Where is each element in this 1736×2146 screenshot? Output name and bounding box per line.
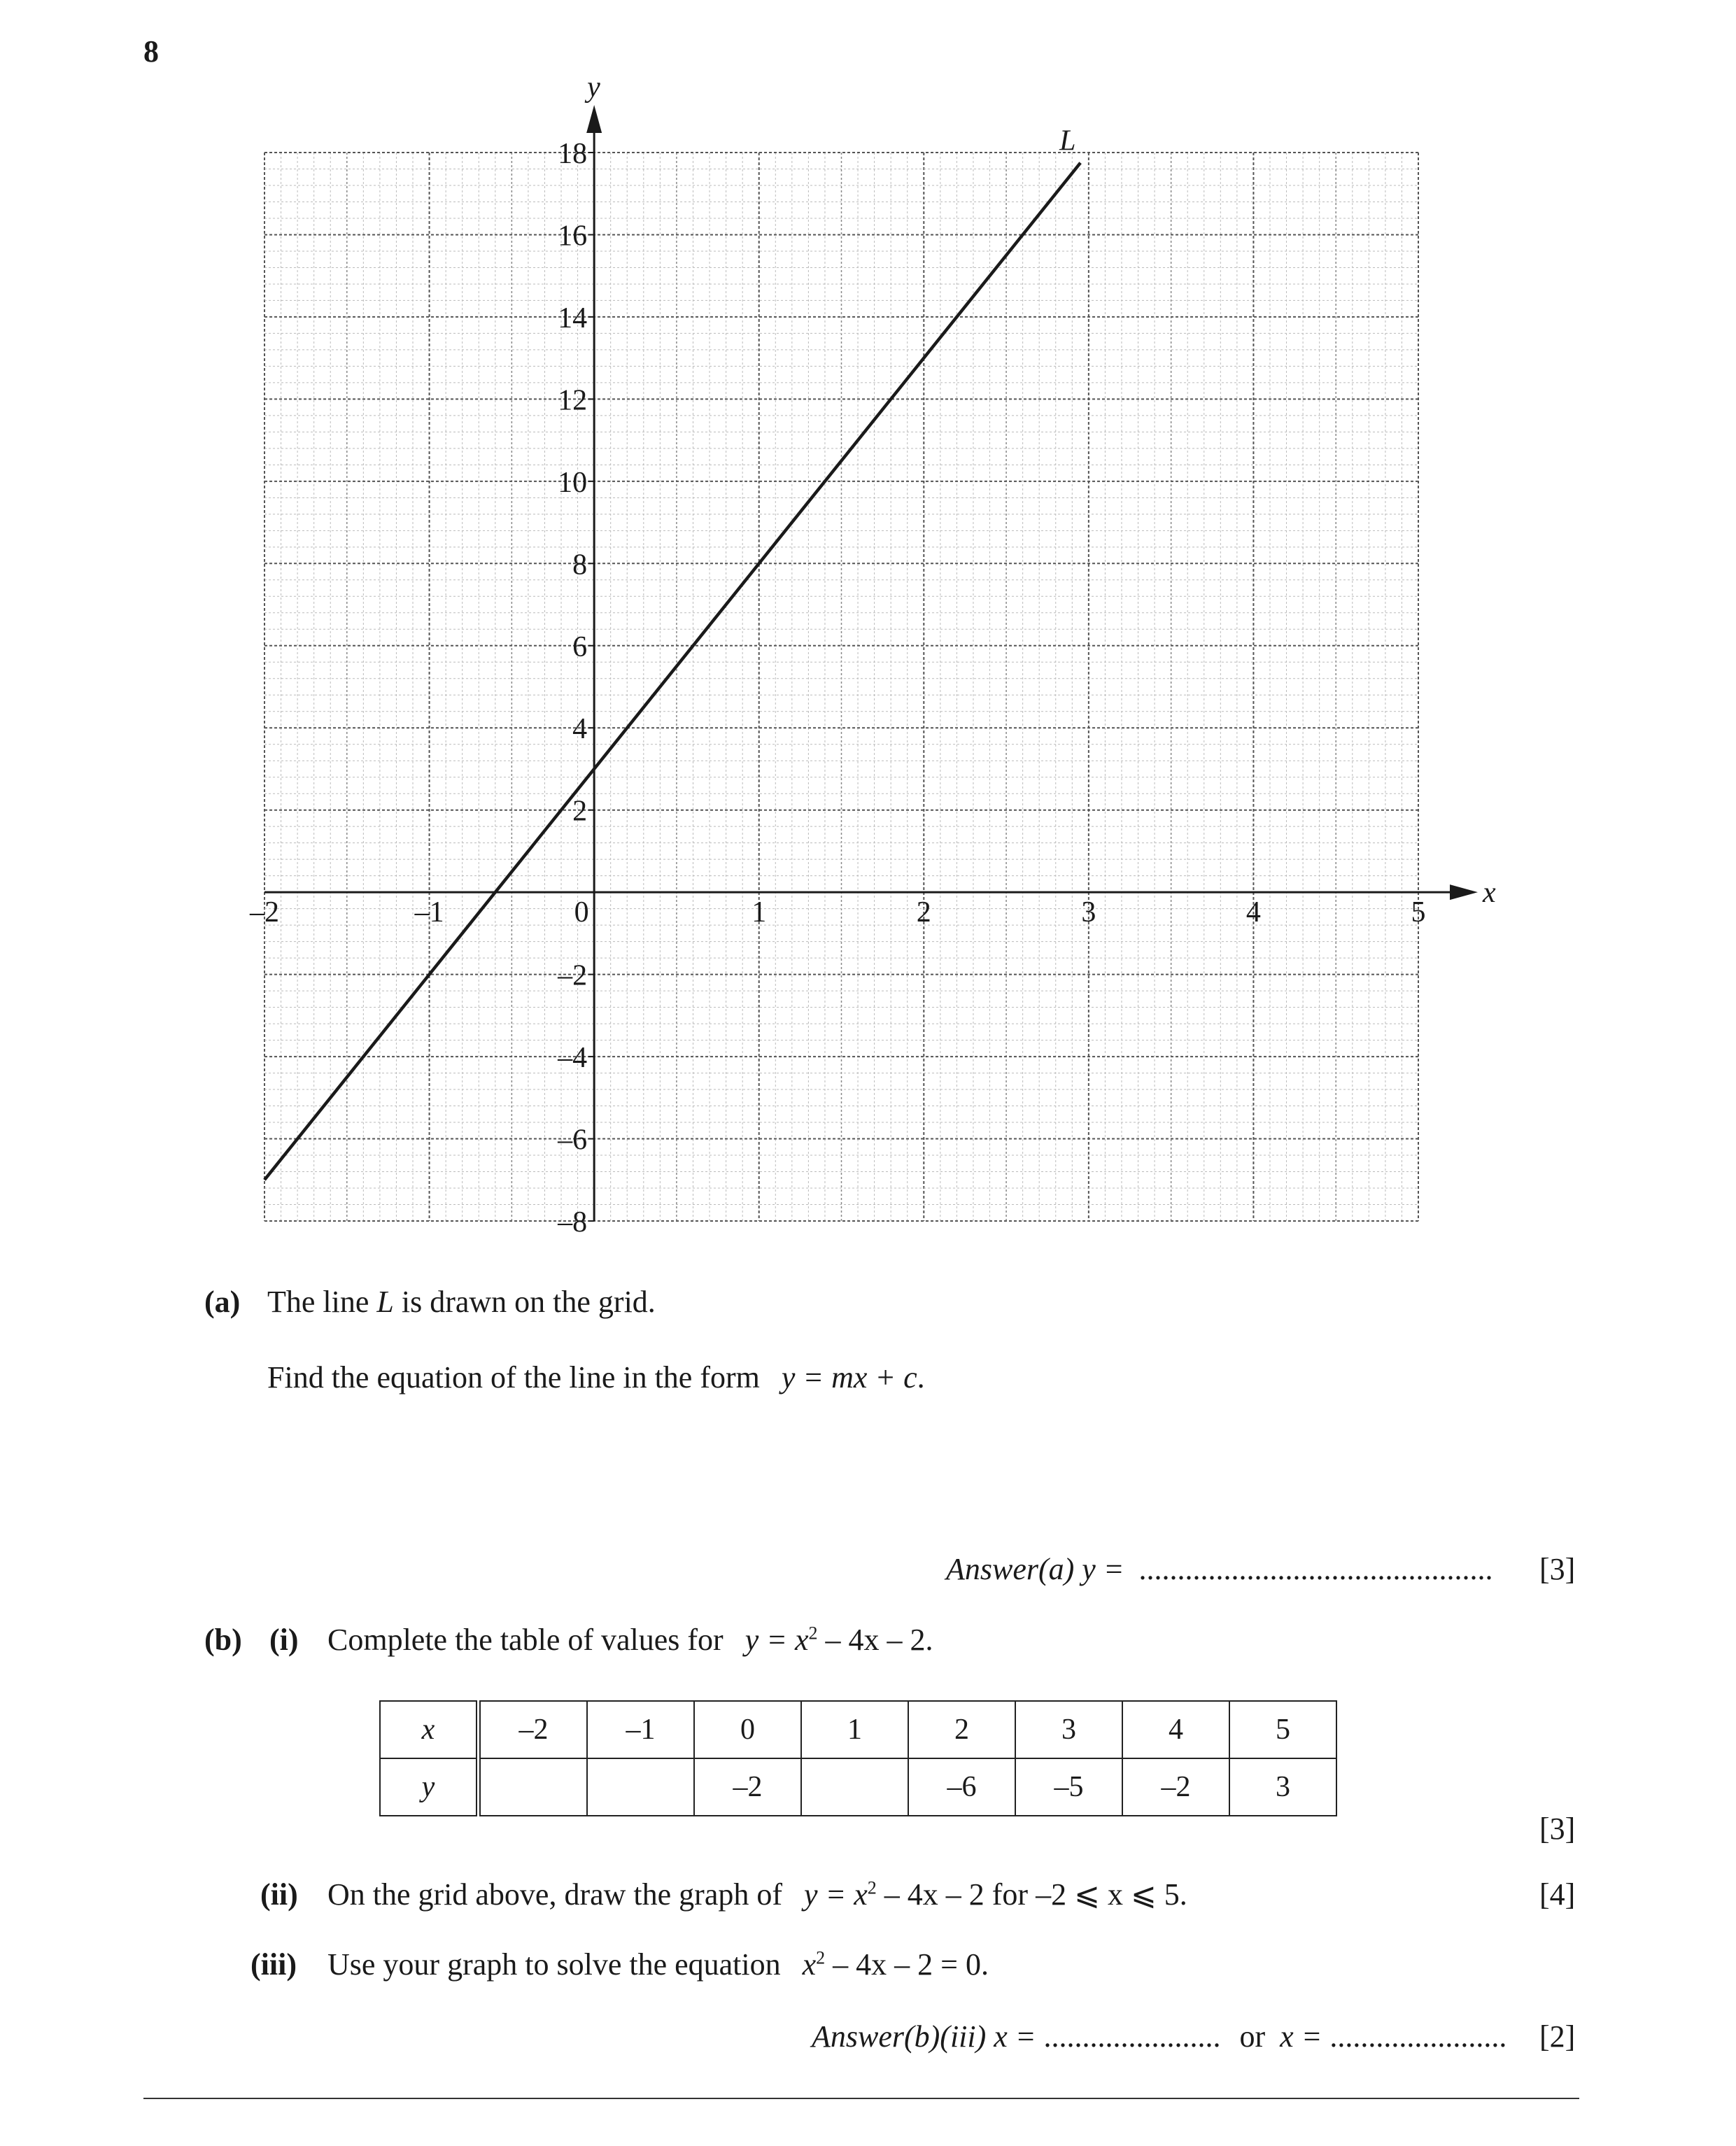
y-tick-label: 10 xyxy=(558,466,588,499)
part-b-i-text xyxy=(327,1622,933,1658)
y-cell: 3 xyxy=(1229,1758,1336,1816)
y-tick-label: –4 xyxy=(558,1042,588,1075)
answer-a xyxy=(946,1551,1493,1587)
x-tick-label: 4 xyxy=(1245,896,1261,929)
part-a-line1-pre: The line xyxy=(267,1285,377,1319)
y-tick-label: 8 xyxy=(572,549,588,581)
line-l-var: L xyxy=(376,1285,394,1319)
table-row-y xyxy=(380,1758,1336,1816)
x-tick-label: 0 xyxy=(574,896,589,929)
x-tick-label: 3 xyxy=(1081,896,1096,929)
page-number: 8 xyxy=(143,34,159,69)
y-header: y xyxy=(380,1758,479,1816)
marks-a: [3] xyxy=(1539,1552,1576,1586)
y-cell: –6 xyxy=(908,1758,1015,1816)
marks-b-ii: [4] xyxy=(1539,1877,1576,1912)
part-a-line2-post: . xyxy=(917,1360,925,1395)
x-cell: 0 xyxy=(694,1701,801,1758)
y-tick-label: 2 xyxy=(572,795,588,828)
answer-b-iii-field-2[interactable]: ....................... xyxy=(1329,2019,1507,2054)
answer-b-iii-label: Answer(b)(iii) x = xyxy=(812,2019,1044,2054)
quadratic-eq-i-rest: – 4x – 2. xyxy=(817,1623,933,1657)
y-tick-label: 16 xyxy=(558,220,588,253)
y-tick-label: –8 xyxy=(558,1206,588,1238)
or-text: or xyxy=(1232,2019,1273,2054)
y-cell: –2 xyxy=(694,1758,801,1816)
part-b-ii-instruction: On the grid above, draw the graph of xyxy=(327,1877,791,1912)
y-cell[interactable] xyxy=(801,1758,908,1816)
marks-b-i: [3] xyxy=(1539,1812,1576,1846)
answer-b-iii xyxy=(812,2019,1506,2054)
y-tick-label: –2 xyxy=(558,959,588,992)
x-cell: 5 xyxy=(1229,1701,1336,1758)
x-cell: 2 xyxy=(908,1701,1015,1758)
quadratic-eq-iii: x xyxy=(802,1947,817,1982)
x-cell: 3 xyxy=(1015,1701,1122,1758)
part-b-label: (b) xyxy=(204,1623,242,1657)
form-equation: y = mx + c xyxy=(781,1360,917,1395)
marks-b-iii: [2] xyxy=(1539,2019,1576,2054)
y-tick-label: 6 xyxy=(572,630,588,663)
answer-a-label: Answer(a) y = xyxy=(946,1552,1132,1586)
quadratic-eq-i: y = x xyxy=(744,1623,809,1657)
x-axis-arrow xyxy=(1450,884,1478,900)
x-cell: 1 xyxy=(801,1701,908,1758)
line-l-label: L xyxy=(1059,125,1076,157)
y-tick-label: 18 xyxy=(558,138,588,170)
x-axis-label: x xyxy=(1483,877,1496,910)
y-cell: –2 xyxy=(1122,1758,1229,1816)
part-a-line2-pre: Find the equation of the line in the form xyxy=(267,1360,768,1395)
quadratic-eq-iii-exp: 2 xyxy=(816,1947,826,1968)
part-b-iii-instruction: Use your graph to solve the equation xyxy=(327,1947,789,1982)
part-a-line1 xyxy=(267,1284,656,1320)
part-a-line1-post: is drawn on the grid. xyxy=(393,1285,656,1319)
y-tick-label: 12 xyxy=(558,384,588,417)
x-tick-label: –2 xyxy=(250,896,279,929)
y-tick-label: 14 xyxy=(558,302,588,334)
domain-range: for –2 ⩽ x ⩽ 5. xyxy=(984,1877,1187,1912)
part-a-label: (a) xyxy=(204,1285,241,1319)
x-cell: 4 xyxy=(1122,1701,1229,1758)
y-tick-label: 4 xyxy=(572,713,588,746)
quadratic-eq-i-exp: 2 xyxy=(808,1623,818,1644)
x-header: x xyxy=(380,1701,479,1758)
y-axis-label: y xyxy=(587,71,600,104)
y-cell[interactable] xyxy=(587,1758,694,1816)
part-b-iii-text xyxy=(327,1947,989,1982)
y-tick-label: –6 xyxy=(558,1124,588,1157)
x-tick-label: 5 xyxy=(1411,896,1426,929)
x-tick-label: –1 xyxy=(414,896,444,929)
part-b-i-instruction: Complete the table of values for xyxy=(327,1623,731,1657)
part-b-iii-label: (iii) xyxy=(250,1947,297,1982)
x-cell: –2 xyxy=(479,1701,588,1758)
part-b-ii-text xyxy=(327,1877,1187,1912)
x-cell: –1 xyxy=(587,1701,694,1758)
answer-b-iii-field-1[interactable]: ....................... xyxy=(1043,2019,1221,2054)
table-row-x xyxy=(380,1701,1336,1758)
part-b-ii-label: (ii) xyxy=(260,1877,298,1912)
x-tick-label: 2 xyxy=(916,896,931,929)
y-cell[interactable] xyxy=(479,1758,588,1816)
answer-a-field[interactable]: .............................................. xyxy=(1138,1552,1493,1586)
part-a-line2 xyxy=(267,1360,925,1395)
quadratic-eq-ii: y = x xyxy=(804,1877,868,1912)
y-cell: –5 xyxy=(1015,1758,1122,1816)
y-axis-arrow xyxy=(586,105,602,133)
footer-rule xyxy=(143,2098,1579,2099)
quadratic-eq-ii-exp: 2 xyxy=(867,1877,877,1898)
quadratic-eq-iii-rest: – 4x – 2 = 0. xyxy=(825,1947,989,1982)
line-l xyxy=(264,163,1080,1180)
values-table xyxy=(379,1700,1337,1816)
part-b-i-label: (i) xyxy=(269,1623,299,1657)
answer-b-iii-x2: x = xyxy=(1280,2019,1330,2054)
x-tick-label: 1 xyxy=(751,896,767,929)
quadratic-eq-ii-rest: – 4x – 2 xyxy=(876,1877,985,1912)
